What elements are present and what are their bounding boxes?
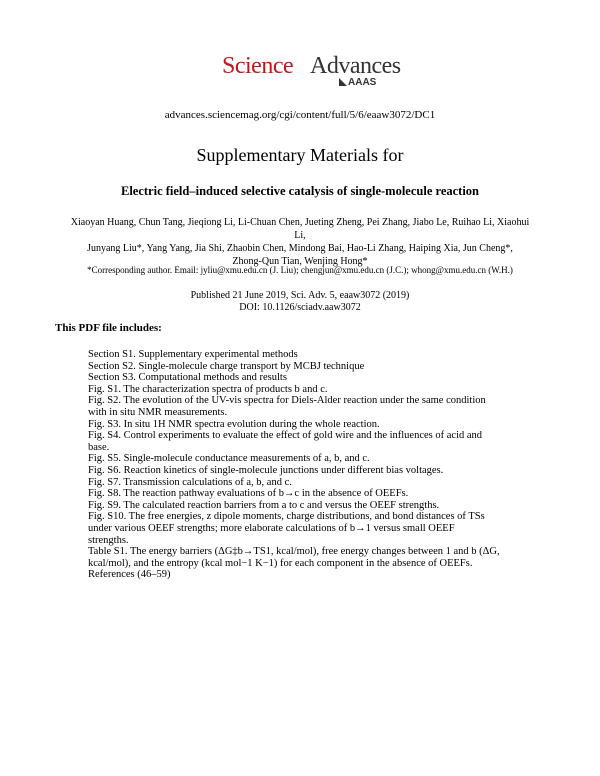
logo-aaas-text: AAAS (348, 77, 377, 88)
author-list (70, 216, 530, 268)
supplement-url[interactable]: advances.sciencemag.org/cgi/content/full/5/6/eaaw3072/DC1 (164, 109, 436, 121)
list-item: Table S1. The energy barriers (ΔG‡b→TS1, kcal/mol), free energy changes between 1 and b (ΔG, (88, 546, 500, 558)
includes-heading: This PDF file includes: (55, 322, 162, 334)
list-item: Fig. S6. Reaction kinetics of single-molecule junctions under different bias voltages. (88, 464, 444, 476)
aaas-mark-icon (339, 78, 347, 86)
list-item: Fig. S2. The evolution of the UV-vis spectra for Diels-Alder reaction under the same condition (88, 395, 486, 407)
corresponding-author: *Corresponding author. Email: jyliu@xmu.edu.cn (J. Liu); chengjun@xmu.edu.cn (J.C.); whong@xmu.edu.cn (W.H.) (87, 265, 513, 275)
list-item: with in situ NMR measurements. (88, 406, 228, 418)
list-item: References (46–59) (88, 569, 171, 581)
published-line: Published 21 June 2019, Sci. Adv. 5, eaaw3072 (2019) (190, 290, 410, 301)
list-item: Fig. S9. The calculated reaction barriers from a to c and versus the OEEF strengths. (88, 499, 440, 511)
paper-title: Electric field–induced selective catalysis of single-molecule reaction (120, 184, 480, 198)
list-item: Fig. S8. The reaction pathway evaluations of b→c in the absence of OEEFs. (88, 488, 409, 500)
logo-advances: Advances (310, 53, 401, 79)
list-item: base. (88, 441, 110, 453)
list-item: Fig. S4. Control experiments to evaluate the effect of gold wire and the influences of acid and (88, 430, 483, 442)
author-line: Junyang Liu*, Yang Yang, Jia Shi, Zhaobin Chen, Mindong Bai, Hao-Li Zhang, Haiping Xia, Jun Cheng*, (87, 243, 513, 254)
list-item: Fig. S10. The free energies, z dipole moments, charge distributions, and bond distances of TSs (88, 511, 485, 523)
supplementary-title: Supplementary Materials for (196, 145, 404, 165)
author-line: Zhong-Qun Tian, Wenjing Hong* (232, 256, 368, 267)
logo-science: Science (222, 53, 294, 79)
list-item: Section S2. Single-molecule charge transport by MCBJ technique (88, 360, 365, 372)
list-item: kcal/mol), and the entropy (kcal mol−1 K−1) for each component in the absence of OEEFs. (88, 557, 473, 569)
list-item: Section S1. Supplementary experimental methods (88, 349, 298, 360)
contents-list (88, 349, 528, 581)
logo-aaas (339, 77, 376, 88)
doi-line: DOI: 10.1126/sciadv.aaw3072 (239, 302, 361, 313)
list-item: Fig. S1. The characterization spectra of products b and c. (88, 383, 328, 395)
list-item: strengths. (88, 534, 129, 546)
science-advances-logo (222, 53, 401, 93)
list-item: Fig. S3. In situ 1H NMR spectra evolution during the whole reaction. (88, 418, 380, 430)
publication-info (0, 290, 600, 314)
list-item: under various OEEF strengths; more elaborate calculations of b→1 versus small OEEF (88, 522, 455, 534)
list-item: Fig. S7. Transmission calculations of a, b, and c. (88, 476, 292, 488)
list-item: Fig. S5. Single-molecule conductance measurements of a, b, and c. (88, 453, 370, 465)
list-item: Section S3. Computational methods and results (88, 372, 287, 384)
author-line: Xiaoyan Huang, Chun Tang, Jieqiong Li, Li-Chuan Chen, Jueting Zheng, Pei Zhang, Jiabo Le, Ruihao Li, Xiaohui Li, (70, 217, 530, 241)
